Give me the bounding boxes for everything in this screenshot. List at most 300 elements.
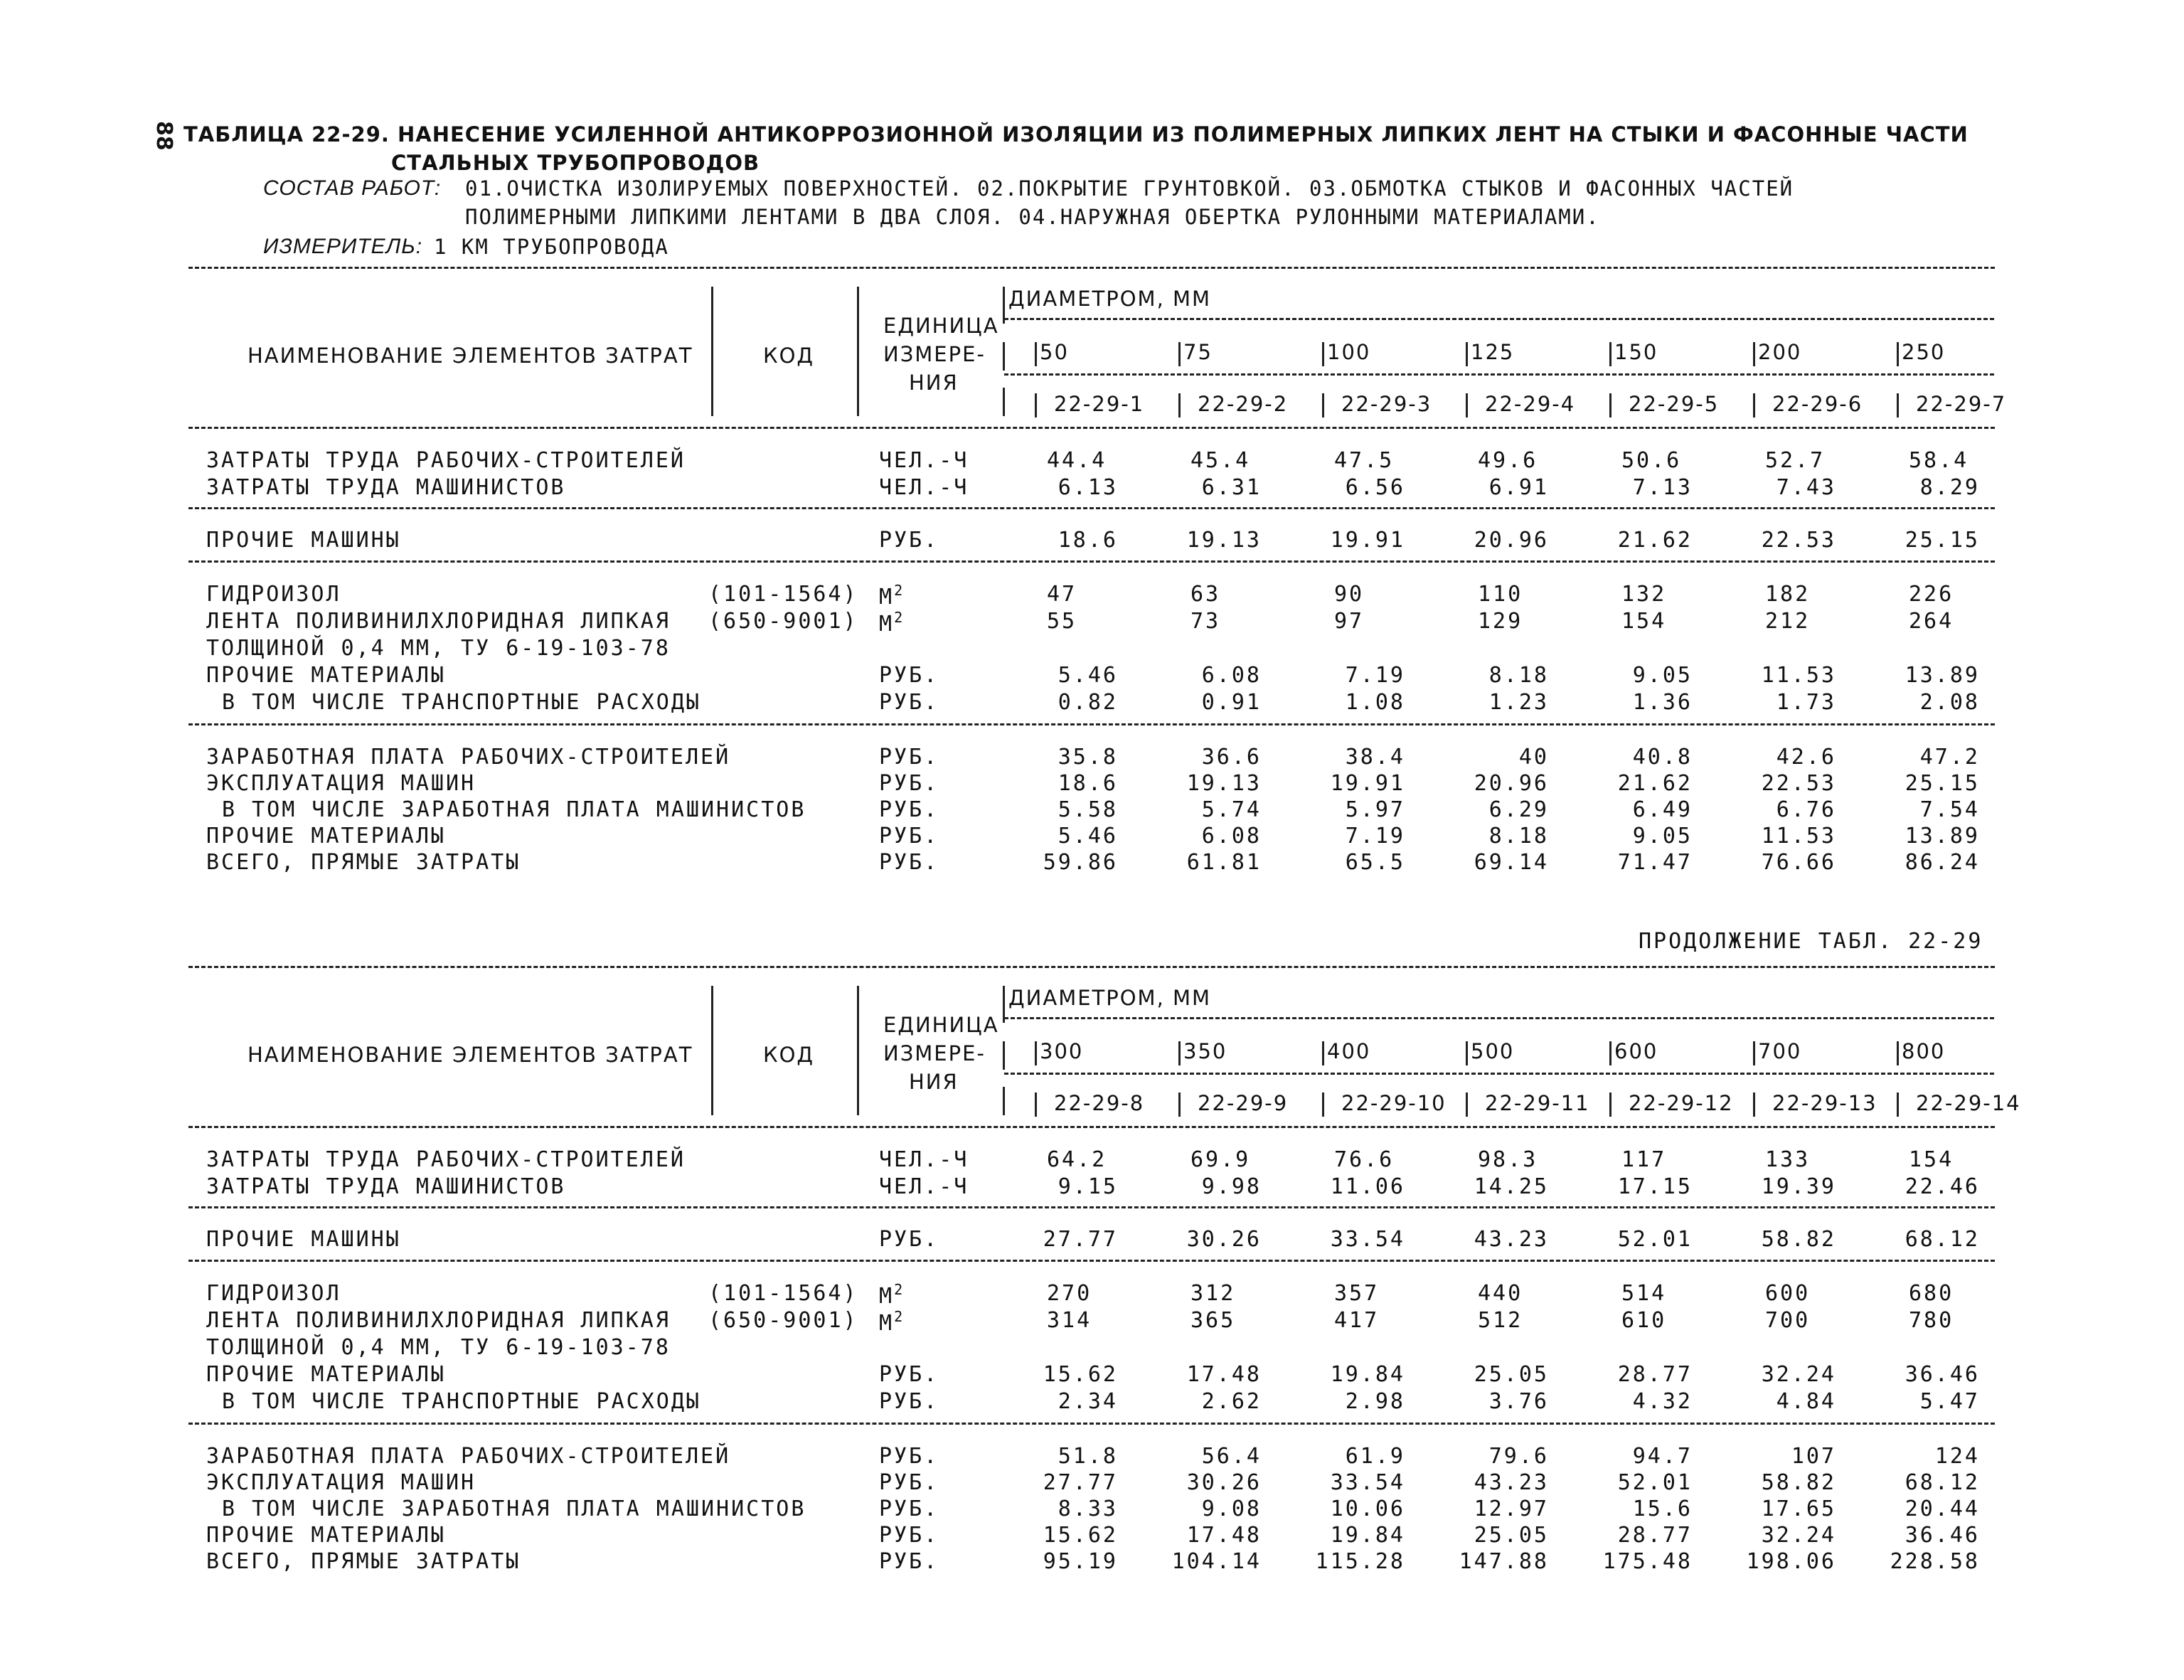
table-cell: 5.46 [1058, 824, 1118, 849]
table-cell: 0.91 [1201, 690, 1262, 715]
meter-value: 1 КМ ТРУБОПРОВОДА [434, 235, 669, 259]
table-cell: 3.76 [1488, 1389, 1549, 1414]
unit-cell: РУБ. [879, 771, 939, 796]
table-cell: 97 [1334, 609, 1365, 634]
table-cell: 56.4 [1201, 1444, 1262, 1469]
header-bottom-border [188, 427, 1995, 429]
diameter-divider [1609, 1041, 1612, 1065]
unit-cell: РУБ. [879, 1444, 939, 1469]
table-cell: 68.12 [1905, 1470, 1980, 1495]
table-cell: 22.53 [1761, 528, 1836, 553]
header-diameter: ДИАМЕТРОМ, ММ [1008, 986, 1212, 1010]
table-cell: 21.62 [1617, 771, 1693, 796]
table-cell: 33.54 [1330, 1227, 1405, 1252]
table-cell: 1.36 [1632, 690, 1693, 715]
code-divider [1609, 393, 1612, 418]
diameter-label: 700 [1758, 1039, 1802, 1063]
header-unit-col: НИЯ [909, 1070, 959, 1094]
table-cell: 19.91 [1330, 528, 1405, 553]
table-cell: 17.15 [1617, 1174, 1693, 1199]
table-cell: 4.84 [1776, 1389, 1836, 1414]
table-cell: 10.06 [1330, 1496, 1405, 1521]
table-cell: 780 [1909, 1308, 1954, 1333]
row-label: ЗАТРАТЫ ТРУДА МАШИНИСТОВ [206, 475, 566, 500]
code-divider [1178, 393, 1181, 418]
table-cell: 5.47 [1919, 1389, 1980, 1414]
table-cell: 228.58 [1890, 1549, 1980, 1574]
code-divider [1466, 393, 1468, 418]
row-label: ГИДРОИЗОЛ [206, 582, 341, 607]
table-cell: 154 [1909, 1147, 1954, 1172]
material-code: (101-1564) [708, 582, 858, 607]
header-unit-col: ЕДИНИЦА [883, 1013, 999, 1037]
table-cell: 9.05 [1632, 824, 1693, 849]
diameter-label: 500 [1471, 1039, 1515, 1063]
table-cell: 514 [1621, 1281, 1667, 1306]
table-cell: 11.06 [1330, 1174, 1405, 1199]
unit-cell: РУБ. [879, 528, 939, 553]
diameter-label: 400 [1327, 1039, 1371, 1063]
table-cell: 38.4 [1345, 745, 1405, 770]
norm-code: 22-29-1 [1054, 392, 1145, 416]
code-divider [1466, 1092, 1468, 1117]
table-title: ТАБЛИЦА 22-29. НАНЕСЕНИЕ УСИЛЕННОЙ АНТИКОРРОЗИОННОЙ ИЗОЛЯЦИИ ИЗ ПОЛИМЕРНЫХ ЛИПКИХ ЛЕНТ НА СТЫКИ И ФАСОННЫЕ ЧАСТИ [183, 122, 1969, 147]
table-cell: 40 [1518, 745, 1549, 770]
norm-code: 22-29-4 [1485, 392, 1576, 416]
table-cell: 20.96 [1474, 771, 1549, 796]
table-cell: 19.84 [1330, 1362, 1405, 1387]
row-label: ПРОЧИЕ МАШИНЫ [206, 1227, 401, 1252]
material-code: (650-9001) [708, 609, 858, 634]
table-top-border [188, 267, 1995, 269]
table-cell: 32.24 [1761, 1362, 1836, 1387]
norm-code: 22-29-3 [1341, 392, 1432, 416]
code-divider [1897, 1092, 1899, 1117]
header-divider [1003, 342, 1005, 371]
unit-cell: $М^2$ [879, 1308, 905, 1336]
diameter-label: 600 [1614, 1039, 1658, 1063]
table-cell: 6.76 [1776, 797, 1836, 822]
header-divider [711, 287, 713, 416]
table-cell: 512 [1478, 1308, 1523, 1333]
table-cell: 440 [1478, 1281, 1523, 1306]
table-cell: 58.82 [1761, 1470, 1836, 1495]
diameter-label: 150 [1614, 340, 1658, 364]
table-cell: 226 [1909, 582, 1954, 607]
table-cell: 6.08 [1201, 824, 1262, 849]
row-label: ТОЛЩИНОЙ 0,4 ММ, ТУ 6-19-103-78 [206, 1335, 671, 1360]
table-cell: 2.98 [1345, 1389, 1405, 1414]
table-cell: 15.62 [1043, 1523, 1118, 1548]
table-cell: 52.01 [1617, 1470, 1693, 1495]
norm-code: 22-29-11 [1485, 1091, 1590, 1115]
table-cell: 61.81 [1186, 850, 1262, 875]
table-cell: 36.46 [1905, 1362, 1980, 1387]
unit-cell: РУБ. [879, 797, 939, 822]
table-cell: 15.6 [1632, 1496, 1693, 1521]
table-cell: 154 [1621, 609, 1667, 634]
table-cell: 14.25 [1474, 1174, 1549, 1199]
table-cell: 22.46 [1905, 1174, 1980, 1199]
unit-cell: РУБ. [879, 745, 939, 770]
table-cell: 27.77 [1043, 1470, 1118, 1495]
table-cell: 2.08 [1919, 690, 1980, 715]
table-cell: 40.8 [1632, 745, 1693, 770]
diameter-divider [1897, 1041, 1899, 1065]
table-cell: 52.7 [1765, 448, 1826, 473]
code-divider [1753, 1092, 1755, 1117]
table-cell: 68.12 [1905, 1227, 1980, 1252]
diameter-divider [1466, 1041, 1468, 1065]
table-cell: 600 [1765, 1281, 1811, 1306]
row-label: ЗАРАБОТНАЯ ПЛАТА РАБОЧИХ-СТРОИТЕЛЕЙ [206, 1444, 731, 1469]
diameter-label: 50 [1040, 340, 1069, 364]
table-cell: 28.77 [1617, 1362, 1693, 1387]
diameter-divider [1035, 1041, 1037, 1065]
code-divider [1178, 1092, 1181, 1117]
code-divider [1609, 1092, 1612, 1117]
table-cell: 50.6 [1621, 448, 1682, 473]
unit-cell: РУБ. [879, 1362, 939, 1387]
table-cell: 147.88 [1459, 1549, 1549, 1574]
table-cell: 2.62 [1201, 1389, 1262, 1414]
group-divider [188, 723, 1995, 725]
row-label: ГИДРОИЗОЛ [206, 1281, 341, 1306]
diameter-label: 200 [1758, 340, 1802, 364]
table-cell: 19.13 [1186, 528, 1262, 553]
diameter-label: 125 [1471, 340, 1515, 364]
table-cell: 18.6 [1058, 771, 1118, 796]
table-cell: 63 [1190, 582, 1221, 607]
table-cell: 132 [1621, 582, 1667, 607]
table-cell: 47 [1047, 582, 1077, 607]
row-label: ПРОЧИЕ МАТЕРИАЛЫ [206, 663, 446, 688]
table-cell: 95.19 [1043, 1549, 1118, 1574]
table-cell: 20.96 [1474, 528, 1549, 553]
work-label: СОСТАВ РАБОТ: [263, 176, 442, 200]
table-cell: 44.4 [1047, 448, 1107, 473]
unit-cell: РУБ. [879, 850, 939, 875]
unit-cell: ЧЕЛ.-Ч [879, 448, 969, 473]
row-label: ПРОЧИЕ МАТЕРИАЛЫ [206, 1523, 446, 1548]
header-code-col: КОД [763, 344, 815, 368]
row-label: ЛЕНТА ПОЛИВИНИЛХЛОРИДНАЯ ЛИПКАЯ [206, 1308, 671, 1333]
unit-cell: РУБ. [879, 1470, 939, 1495]
table-cell: 65.5 [1345, 850, 1405, 875]
unit-cell: ЧЕЛ.-Ч [879, 1147, 969, 1172]
unit-cell: РУБ. [879, 1227, 939, 1252]
table-cell: 7.43 [1776, 475, 1836, 500]
table-title-cont: СТАЛЬНЫХ ТРУБОПРОВОДОВ [391, 151, 760, 175]
row-label: ЛЕНТА ПОЛИВИНИЛХЛОРИДНАЯ ЛИПКАЯ [206, 609, 671, 634]
table-cell: 15.62 [1043, 1362, 1118, 1387]
material-code: (650-9001) [708, 1308, 858, 1333]
norm-code: 22-29-6 [1772, 392, 1863, 416]
table-cell: 6.13 [1058, 475, 1118, 500]
table-cell: 42.6 [1776, 745, 1836, 770]
table-cell: 30.26 [1186, 1470, 1262, 1495]
diameter-label: 75 [1183, 340, 1213, 364]
code-divider [1897, 393, 1899, 418]
table-cell: 110 [1478, 582, 1523, 607]
table-cell: 28.77 [1617, 1523, 1693, 1548]
group-divider [188, 1206, 1995, 1208]
table-cell: 64.2 [1047, 1147, 1107, 1172]
table-cell: 36.6 [1201, 745, 1262, 770]
diameter-divider [1178, 342, 1181, 366]
work-line-1: 01.ОЧИСТКА ИЗОЛИРУЕМЫХ ПОВЕРХНОСТЕЙ. 02.ПОКРЫТИЕ ГРУНТОВКОЙ. 03.ОБМОТКА СТЫКОВ И ФАСОННЫХ ЧАСТЕЙ [465, 176, 1794, 201]
table-cell: 17.48 [1186, 1362, 1262, 1387]
diameter-divider [1897, 342, 1899, 366]
table-cell: 94.7 [1632, 1444, 1693, 1469]
table-cell: 47.2 [1919, 745, 1980, 770]
table-cell: 52.01 [1617, 1227, 1693, 1252]
table-cell: 8.18 [1488, 663, 1549, 688]
table-cell: 59.86 [1043, 850, 1118, 875]
table-cell: 98.3 [1478, 1147, 1538, 1172]
norm-code: 22-29-10 [1341, 1091, 1447, 1115]
header-name-col: НАИМЕНОВАНИЕ ЭЛЕМЕНТОВ ЗАТРАТ [247, 344, 693, 368]
table-cell: 700 [1765, 1308, 1811, 1333]
table-cell: 22.53 [1761, 771, 1836, 796]
table-cell: 9.08 [1201, 1496, 1262, 1521]
table-cell: 7.54 [1919, 797, 1980, 822]
header-bottom-border [188, 1126, 1995, 1128]
table-cell: 25.05 [1474, 1362, 1549, 1387]
table-cell: 270 [1047, 1281, 1092, 1306]
table-cell: 58.82 [1761, 1227, 1836, 1252]
table-top-border [188, 966, 1995, 968]
table-cell: 21.62 [1617, 528, 1693, 553]
table-cell: 19.39 [1761, 1174, 1836, 1199]
table-cell: 13.89 [1905, 824, 1980, 849]
norm-code: 22-29-5 [1629, 392, 1720, 416]
table-cell: 212 [1765, 609, 1811, 634]
work-line-2: ПОЛИМЕРНЫМИ ЛИПКИМИ ЛЕНТАМИ В ДВА СЛОЯ. 04.НАРУЖНАЯ ОБЕРТКА РУЛОННЫМИ МАТЕРИАЛАМИ. [465, 205, 1600, 229]
table-cell: 6.91 [1488, 475, 1549, 500]
table-cell: 19.84 [1330, 1523, 1405, 1548]
diameter-divider [1178, 1041, 1181, 1065]
table-cell: 129 [1478, 609, 1523, 634]
table-cell: 8.18 [1488, 824, 1549, 849]
table-cell: 19.13 [1186, 771, 1262, 796]
row-label: В ТОМ ЧИСЛЕ ЗАРАБОТНАЯ ПЛАТА МАШИНИСТОВ [222, 797, 806, 822]
table-cell: 1.23 [1488, 690, 1549, 715]
diameter-label: 350 [1183, 1039, 1227, 1063]
page-number: 88 [151, 121, 176, 151]
row-label: В ТОМ ЧИСЛЕ ЗАРАБОТНАЯ ПЛАТА МАШИНИСТОВ [222, 1496, 806, 1521]
header-code-col: КОД [763, 1043, 815, 1067]
table-cell: 76.66 [1761, 850, 1836, 875]
table-cell: 69.9 [1190, 1147, 1251, 1172]
table-cell: 18.6 [1058, 528, 1118, 553]
table-cell: 69.14 [1474, 850, 1549, 875]
row-label: ВСЕГО, ПРЯМЫЕ ЗАТРАТЫ [206, 850, 521, 875]
table-cell: 32.24 [1761, 1523, 1836, 1548]
table-cell: 17.65 [1761, 1496, 1836, 1521]
code-divider [1322, 1092, 1324, 1117]
unit-cell: РУБ. [879, 690, 939, 715]
unit-cell: РУБ. [879, 1523, 939, 1548]
table-cell: 5.74 [1201, 797, 1262, 822]
table-cell: 79.6 [1488, 1444, 1549, 1469]
table-cell: 43.23 [1474, 1470, 1549, 1495]
unit-cell: РУБ. [879, 1496, 939, 1521]
table-cell: 314 [1047, 1308, 1092, 1333]
table-cell: 30.26 [1186, 1227, 1262, 1252]
table-cell: 86.24 [1905, 850, 1980, 875]
table-cell: 0.82 [1058, 690, 1118, 715]
norm-code: 22-29-12 [1629, 1091, 1734, 1115]
table-cell: 198.06 [1746, 1549, 1836, 1574]
table-cell: 55 [1047, 609, 1077, 634]
table-cell: 33.54 [1330, 1470, 1405, 1495]
unit-cell: ЧЕЛ.-Ч [879, 475, 969, 500]
table-cell: 417 [1334, 1308, 1380, 1333]
table-cell: 1.73 [1776, 690, 1836, 715]
table-cell: 25.15 [1905, 528, 1980, 553]
meter-label: ИЗМЕРИТЕЛЬ: [263, 235, 423, 258]
row-label: ЗАТРАТЫ ТРУДА МАШИНИСТОВ [206, 1174, 566, 1199]
header-divider [857, 986, 859, 1115]
row-label: ПРОЧИЕ МАШИНЫ [206, 528, 401, 553]
group-divider [188, 560, 1995, 563]
row-label: ЭКСПЛУАТАЦИЯ МАШИН [206, 771, 476, 796]
table-cell: 61.9 [1345, 1444, 1405, 1469]
table-cell: 6.56 [1345, 475, 1405, 500]
diameter-label: 250 [1902, 340, 1946, 364]
header-diameter: ДИАМЕТРОМ, ММ [1008, 287, 1212, 311]
row-label: ПРОЧИЕ МАТЕРИАЛЫ [206, 824, 446, 849]
header-rule [1004, 1017, 1994, 1019]
table-cell: 6.29 [1488, 797, 1549, 822]
table-cell: 133 [1765, 1147, 1811, 1172]
table-cell: 117 [1621, 1147, 1667, 1172]
diameter-divider [1609, 342, 1612, 366]
group-divider [188, 1260, 1995, 1262]
table-cell: 2.34 [1058, 1389, 1118, 1414]
table-cell: 13.89 [1905, 663, 1980, 688]
table-cell: 357 [1334, 1281, 1380, 1306]
header-unit-col: ЕДИНИЦА [883, 314, 999, 338]
unit-cell: РУБ. [879, 824, 939, 849]
table-cell: 4.32 [1632, 1389, 1693, 1414]
code-divider [1322, 393, 1324, 418]
table-cell: 365 [1190, 1308, 1236, 1333]
table-cell: 9.05 [1632, 663, 1693, 688]
code-divider [1035, 393, 1037, 418]
table-cell: 8.29 [1919, 475, 1980, 500]
header-divider [711, 986, 713, 1115]
row-label: ЗАРАБОТНАЯ ПЛАТА РАБОЧИХ-СТРОИТЕЛЕЙ [206, 745, 731, 770]
table-cell: 5.46 [1058, 663, 1118, 688]
code-divider [1035, 1092, 1037, 1117]
diameter-divider [1753, 342, 1755, 366]
diameter-divider [1322, 1041, 1324, 1065]
norm-code: 22-29-13 [1772, 1091, 1877, 1115]
diameter-label: 100 [1327, 340, 1371, 364]
table-cell: 6.49 [1632, 797, 1693, 822]
diameter-divider [1035, 342, 1037, 366]
header-unit-col: НИЯ [909, 371, 959, 395]
table-cell: 19.91 [1330, 771, 1405, 796]
norm-code: 22-29-9 [1198, 1091, 1289, 1115]
header-divider [1003, 1041, 1005, 1070]
table-cell: 73 [1190, 609, 1221, 634]
header-divider [857, 287, 859, 416]
table-cell: 7.13 [1632, 475, 1693, 500]
table-cell: 312 [1190, 1281, 1236, 1306]
table-cell: 5.97 [1345, 797, 1405, 822]
table-cell: 25.05 [1474, 1523, 1549, 1548]
norm-code: 22-29-2 [1198, 392, 1289, 416]
table-cell: 1.08 [1345, 690, 1405, 715]
row-label: ЭКСПЛУАТАЦИЯ МАШИН [206, 1470, 476, 1495]
table-cell: 264 [1909, 609, 1954, 634]
diameter-divider [1322, 342, 1324, 366]
table-cell: 17.48 [1186, 1523, 1262, 1548]
row-label: В ТОМ ЧИСЛЕ ТРАНСПОРТНЫЕ РАСХОДЫ [222, 690, 701, 715]
table-cell: 76.6 [1334, 1147, 1395, 1172]
unit-cell: $М^2$ [879, 582, 905, 610]
group-divider [188, 507, 1995, 509]
header-unit-col: ИЗМЕРЕ- [883, 1041, 986, 1065]
diameter-divider [1753, 1041, 1755, 1065]
table-cell: 36.46 [1905, 1523, 1980, 1548]
unit-cell: РУБ. [879, 1549, 939, 1574]
unit-cell: РУБ. [879, 1389, 939, 1414]
table-cell: 35.8 [1058, 745, 1118, 770]
table-cell: 104.14 [1171, 1549, 1262, 1574]
row-label: ПРОЧИЕ МАТЕРИАЛЫ [206, 1362, 446, 1387]
table-cell: 8.33 [1058, 1496, 1118, 1521]
norm-code: 22-29-8 [1054, 1091, 1145, 1115]
table-cell: 90 [1334, 582, 1365, 607]
header-rule [1004, 373, 1994, 376]
table-cell: 107 [1791, 1444, 1836, 1469]
table-cell: 11.53 [1761, 824, 1836, 849]
table-cell: 58.4 [1909, 448, 1969, 473]
group-divider [188, 1423, 1995, 1425]
table-cell: 6.31 [1201, 475, 1262, 500]
row-label: ЗАТРАТЫ ТРУДА РАБОЧИХ-СТРОИТЕЛЕЙ [206, 448, 686, 473]
table-cell: 51.8 [1058, 1444, 1118, 1469]
header-unit-col: ИЗМЕРЕ- [883, 342, 986, 366]
code-divider [1753, 393, 1755, 418]
header-rule [1004, 318, 1994, 320]
table-cell: 25.15 [1905, 771, 1980, 796]
table-cell: 6.08 [1201, 663, 1262, 688]
unit-cell: $М^2$ [879, 609, 905, 637]
unit-cell: ЧЕЛ.-Ч [879, 1174, 969, 1199]
norm-code: 22-29-7 [1916, 392, 2007, 416]
table-cell: 45.4 [1190, 448, 1251, 473]
table-cell: 182 [1765, 582, 1811, 607]
table-cell: 11.53 [1761, 663, 1836, 688]
row-label: ТОЛЩИНОЙ 0,4 ММ, ТУ 6-19-103-78 [206, 636, 671, 661]
table-cell: 71.47 [1617, 850, 1693, 875]
norm-code: 22-29-14 [1916, 1091, 2021, 1115]
unit-cell: $М^2$ [879, 1281, 905, 1309]
diameter-divider [1466, 342, 1468, 366]
material-code: (101-1564) [708, 1281, 858, 1306]
table-cell: 49.6 [1478, 448, 1538, 473]
table-cell: 43.23 [1474, 1227, 1549, 1252]
table-cell: 27.77 [1043, 1227, 1118, 1252]
table-cell: 9.15 [1058, 1174, 1118, 1199]
row-label: ВСЕГО, ПРЯМЫЕ ЗАТРАТЫ [206, 1549, 521, 1574]
diameter-label: 800 [1902, 1039, 1946, 1063]
